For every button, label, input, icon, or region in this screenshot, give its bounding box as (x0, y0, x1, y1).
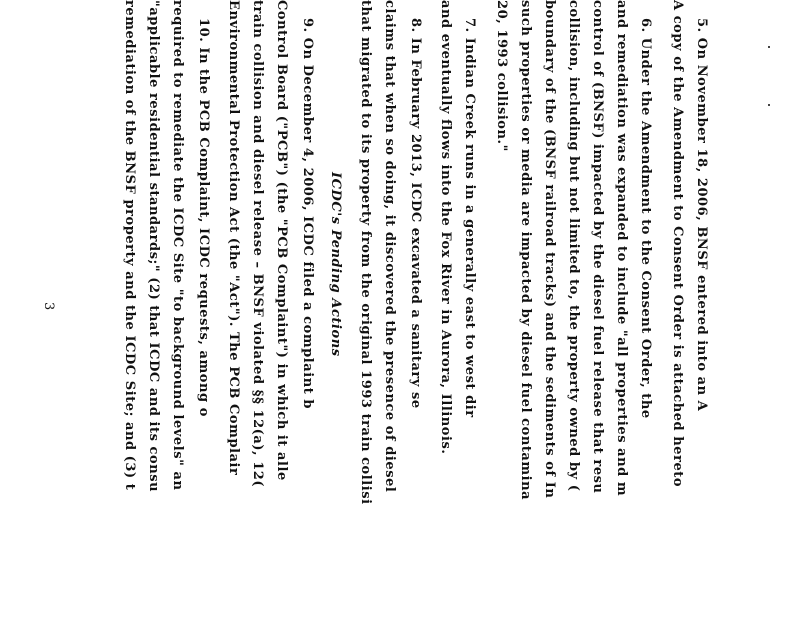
section-heading: ICDC's Pending Actions (328, 172, 343, 357)
paragraph-6-line-7: 20, 1993 collision." (494, 0, 509, 152)
paragraph-6-line-4: collision, including but not limited to, the property owned by ( (566, 0, 581, 492)
paragraph-9-line-4: Environmental Protection Act (the "Act"). The PCB Complair (226, 0, 241, 476)
paragraph-6-line-5: boundary of the (BNSF railroad tracks) and the sediments of In (542, 0, 557, 499)
paragraph-6-line-3: control of (BNSF) impacted by the diesel fuel release that resu (590, 0, 605, 494)
paragraph-7-line-1: 7. Indian Creek runs in a generally east to west dir (462, 18, 477, 418)
paragraph-6-line-2: and remediation was expanded to include "all properties and m (614, 0, 629, 497)
paragraph-6-line-6: such properties or media are impacted by diesel fuel contamina (518, 0, 533, 501)
scan-speck (768, 104, 770, 106)
paragraph-10-line-4: remediation of the BNSF property and the ICDC Site; and (3) t (122, 0, 137, 491)
paragraph-5-line-2: A copy of the Amendment to Consent Order is attached hereto (670, 0, 685, 488)
paragraph-7-line-2: and eventually flows into the Fox River in Aurora, Illinois. (438, 0, 453, 455)
paragraph-10-line-1: 10. In the PCB Complaint, ICDC requests, among o (196, 18, 211, 417)
page-number: 3 (41, 302, 56, 311)
paragraph-5-line-1: 5. On November 18, 2006, BNSF entered into an A (694, 18, 709, 412)
rotated-text-block (89, 0, 709, 618)
paragraph-8-line-2: claims that when so doing, it discovered the presence of diesel (382, 0, 397, 493)
paragraph-9-line-3: train collision and diesel release – BNSF violated §§ 12(a), 12( (250, 0, 265, 488)
paragraph-6-line-1: 6. Under the Amendment to the Consent Order, the (638, 18, 653, 419)
paragraph-9-line-1: 9. On December 4, 2006, ICDC filed a complaint b (300, 18, 315, 410)
paragraph-10-line-2: required to remediate the ICDC Site "to background levels" an (170, 0, 185, 491)
paragraph-9-line-2: Control Board ("PCB") (the "PCB Complaint") in which it alle (274, 0, 289, 481)
scan-speck (768, 46, 770, 48)
paragraph-8-line-1: 8. In February 2013, ICDC excavated a sanitary se (408, 18, 423, 409)
paragraph-8-line-3: that migrated to its property from the original 1993 train collisi (358, 0, 373, 505)
paragraph-10-line-3: "applicable residential standards;" (2) that ICDC and its consu (146, 0, 161, 493)
